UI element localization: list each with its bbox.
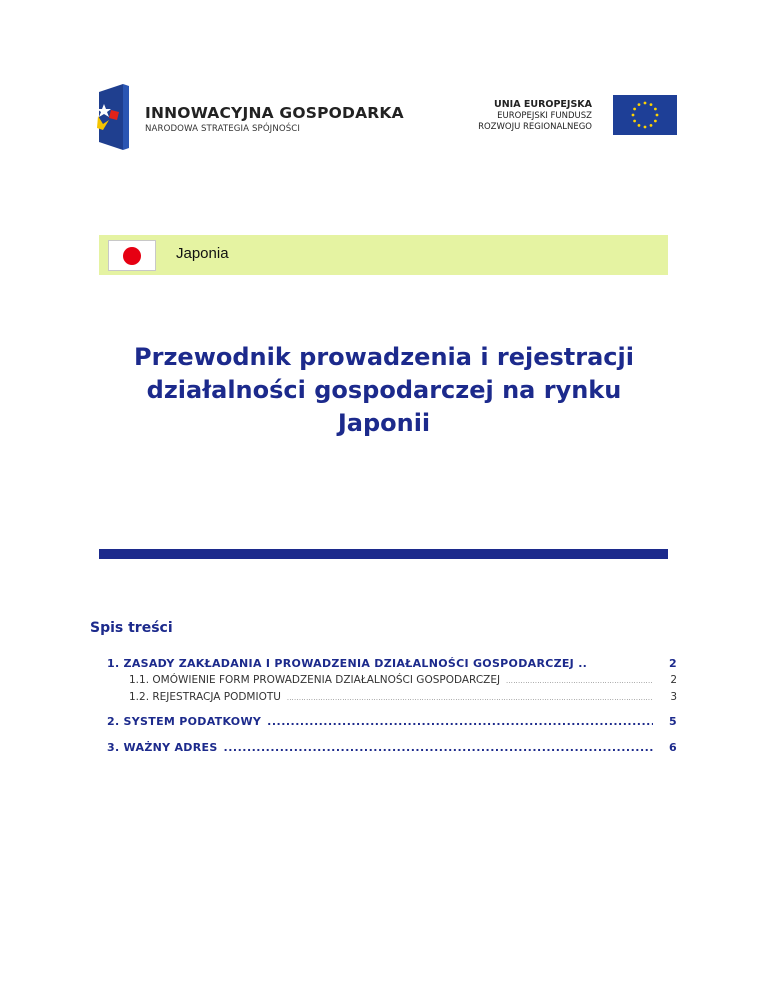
toc-entry[interactable] <box>107 689 677 706</box>
toc-leader <box>224 740 653 756</box>
eu-line-1: UNIA EUROPEJSKA <box>494 99 592 110</box>
japan-flag-icon <box>108 240 156 271</box>
toc-entry[interactable] <box>107 740 677 756</box>
eu-line-3: ROZWOJU REGIONALNEGO <box>478 122 592 132</box>
eu-fund-text <box>478 98 592 133</box>
toc-entry[interactable] <box>107 672 677 689</box>
eu-star <box>638 124 641 127</box>
table-of-contents <box>107 656 677 756</box>
toc-entry-label: 1.2. REJESTRACJA PODMIOTU <box>129 691 281 703</box>
eu-star <box>633 108 636 111</box>
eu-star <box>656 114 659 117</box>
document-title-line-2: działalności gospodarczej na rynku <box>146 376 622 404</box>
eu-flag-icon <box>613 95 677 135</box>
toc-heading: Spis treści <box>90 620 173 636</box>
toc-entry-label: 3. WAŻNY ADRES <box>107 741 218 754</box>
eu-star <box>650 124 653 127</box>
toc-entry-page: 2 <box>670 674 677 686</box>
eu-line-2: EUROPEJSKI FUNDUSZ <box>497 111 592 121</box>
toc-leader <box>267 714 653 730</box>
toc-entry-label: 2. SYSTEM PODATKOWY <box>107 715 262 728</box>
toc-entry[interactable] <box>107 714 677 730</box>
toc-entry-page: 2 <box>669 657 677 670</box>
toc-entry-page: 5 <box>669 715 677 728</box>
eu-star <box>650 103 653 106</box>
document-title <box>90 341 678 440</box>
innowacyjna-gospodarka-title: INNOWACYJNA GOSPODARKA <box>145 104 404 122</box>
toc-entry[interactable] <box>107 656 677 672</box>
eu-star <box>632 114 635 117</box>
eu-star <box>644 126 647 129</box>
toc-entry-page: 3 <box>670 691 677 703</box>
document-title-line-1: Przewodnik prowadzenia i rejestracji <box>134 343 634 371</box>
toc-leader <box>287 690 653 707</box>
eu-star <box>654 120 657 123</box>
innowacyjna-gospodarka-subtitle: NARODOWA STRATEGIA SPÓJNOŚCI <box>145 124 301 134</box>
eu-star <box>633 120 636 123</box>
innowacyjna-gospodarka-logo-icon <box>95 84 129 150</box>
eu-star <box>654 108 657 111</box>
toc-leader <box>506 673 653 690</box>
country-name: Japonia <box>176 245 229 262</box>
eu-star <box>644 102 647 105</box>
toc-entry-page: 6 <box>669 741 677 754</box>
title-divider-bar <box>99 549 668 559</box>
eu-star <box>638 103 641 106</box>
toc-entry-label: 1.1. OMÓWIENIE FORM PROWADZENIA DZIAŁALNOŚCI GOSPODARCZEJ <box>129 674 501 686</box>
toc-entry-label: 1. ZASADY ZAKŁADANIA I PROWADZENIA DZIAŁALNOŚCI GOSPODARCZEJ .. <box>107 657 588 670</box>
document-title-line-3: Japonii <box>337 409 431 437</box>
